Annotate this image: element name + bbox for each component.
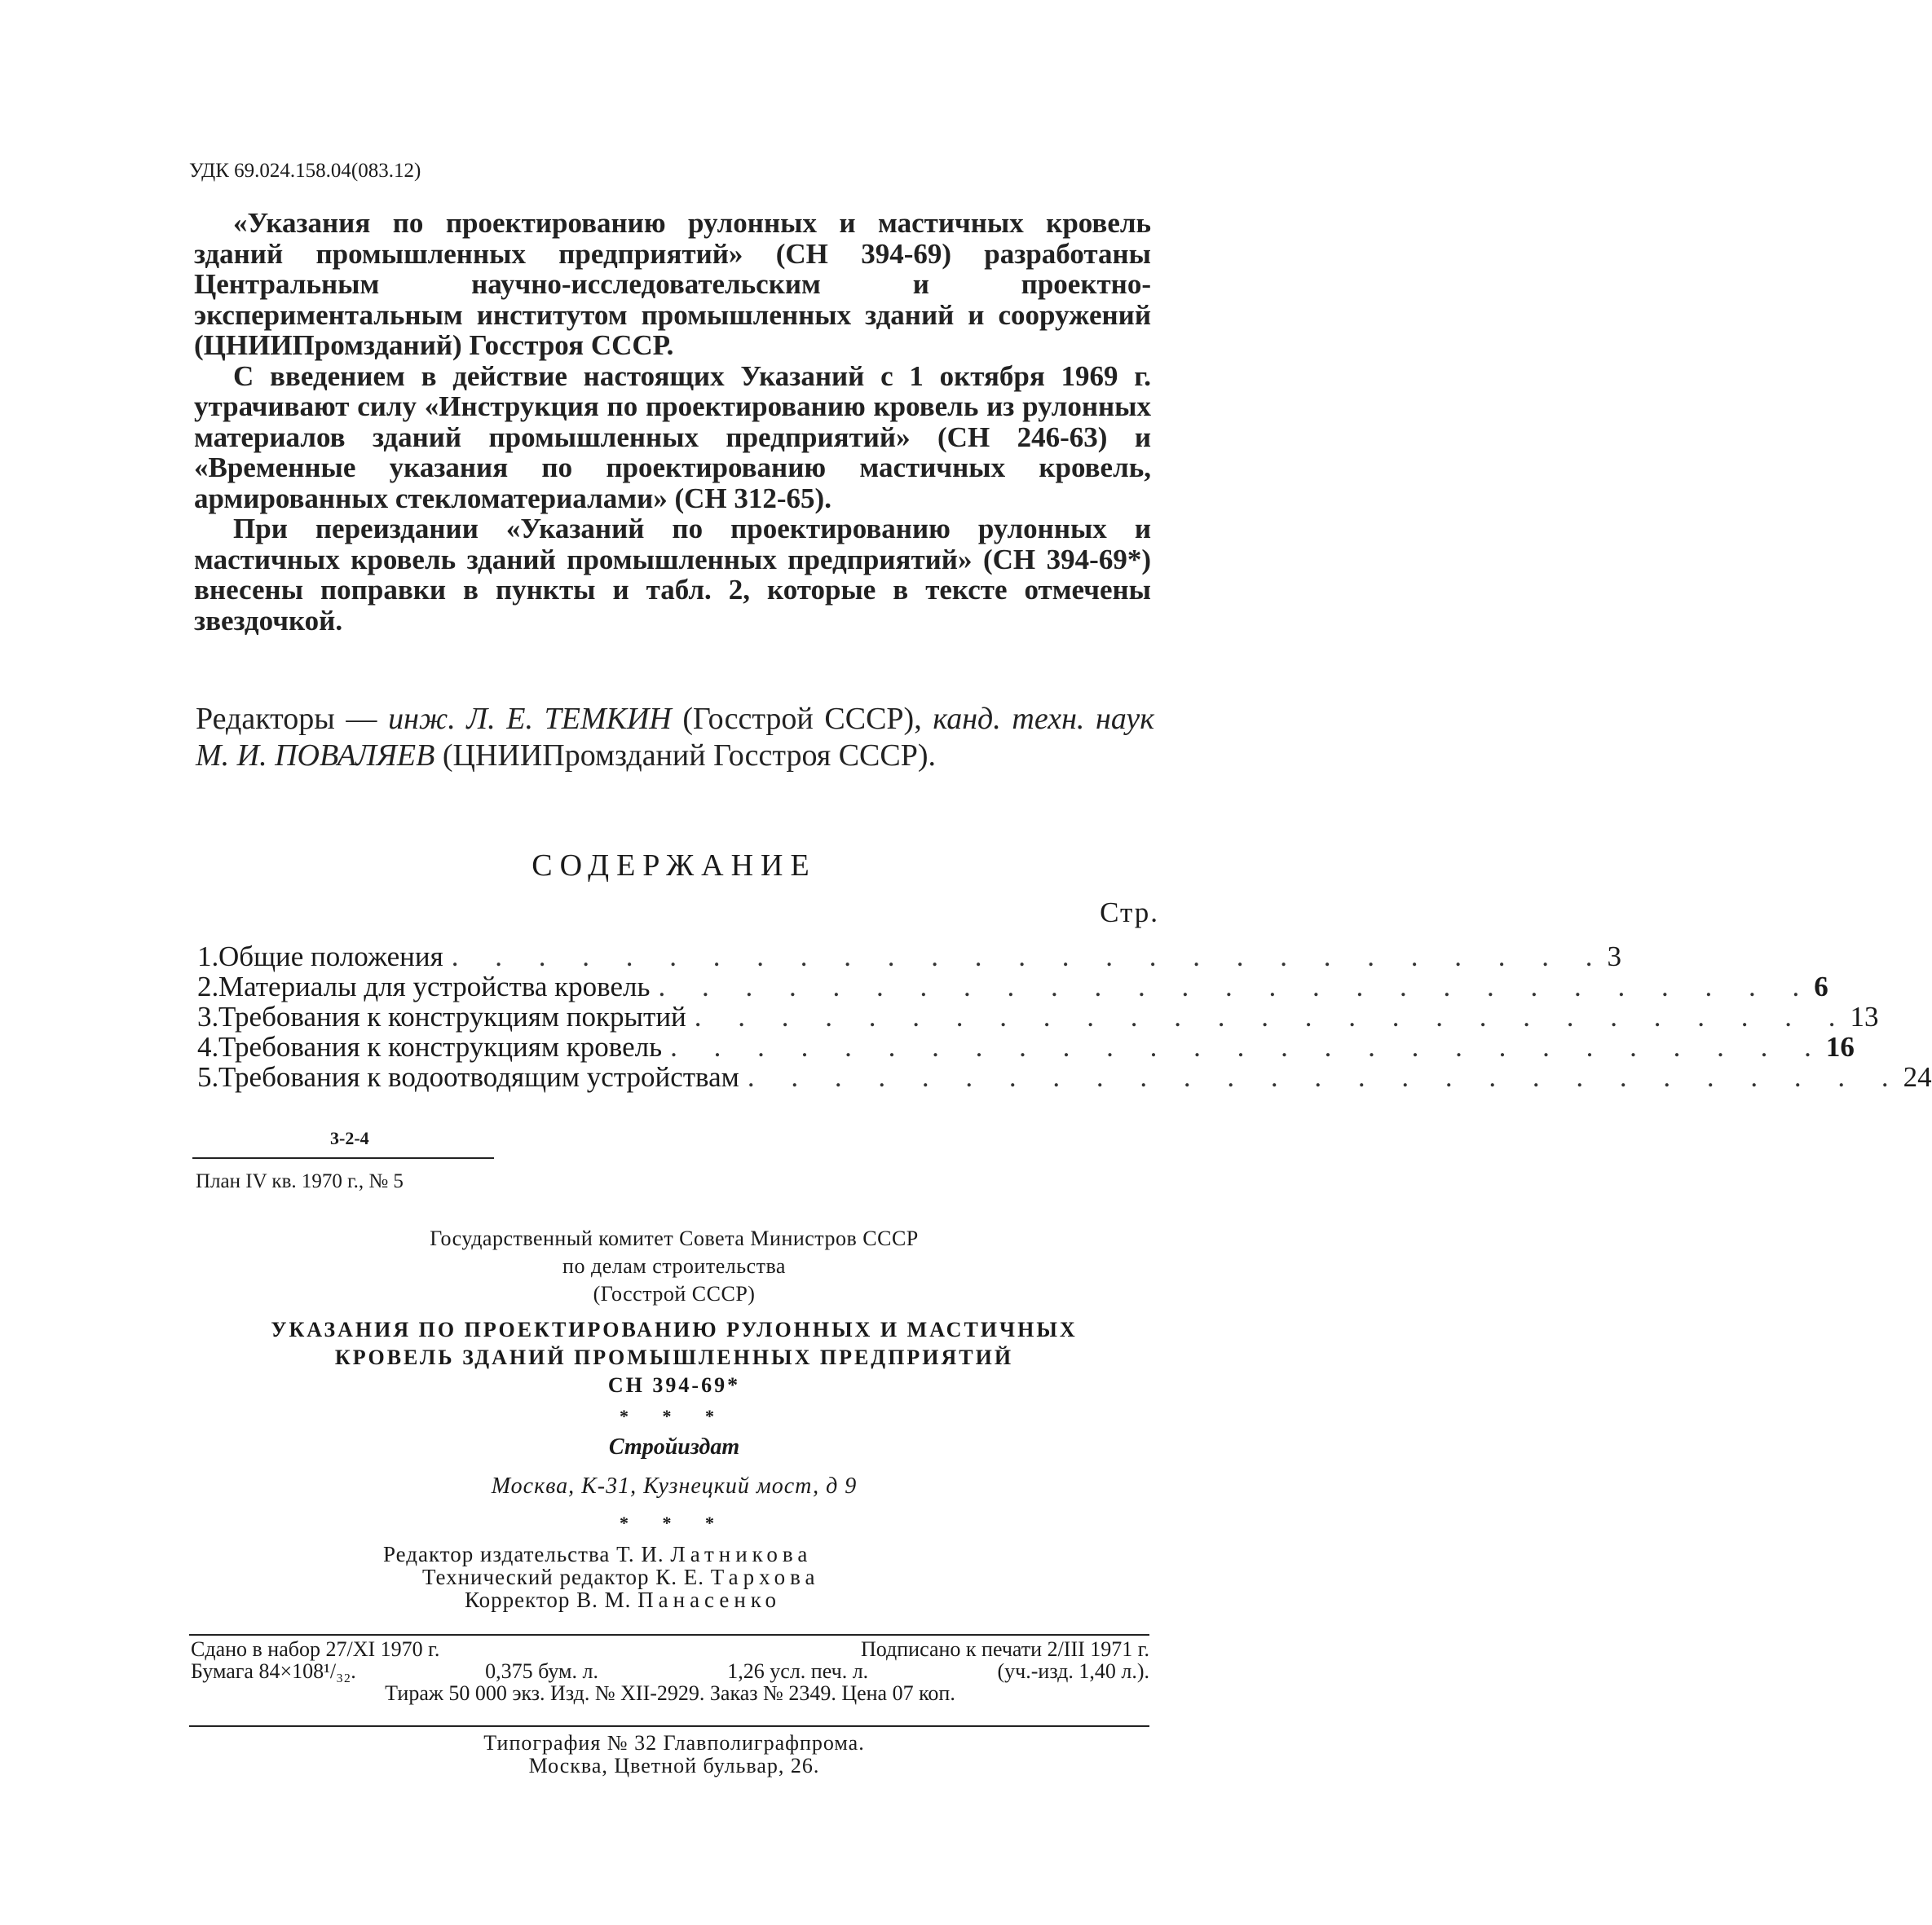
- printing-house: [0, 1732, 1348, 1777]
- editor-1-name: Л. Е. ТЕМКИН: [466, 702, 672, 736]
- editors-credit: [196, 701, 1154, 774]
- toc-item-title: Требования к водоотводящим устройствам: [218, 1061, 739, 1093]
- imprint-signed-to-print: Подписано к печати 2/III 1971 г.: [861, 1637, 1149, 1661]
- staff-initials: К. Е.: [655, 1565, 705, 1589]
- staff-initials: В. М.: [576, 1588, 632, 1612]
- toc-item: [197, 971, 1828, 1002]
- toc-item-page: 24: [1903, 1061, 1932, 1093]
- editor-2-name: М. И. ПОВАЛЯЕВ: [196, 738, 435, 773]
- imprint-edit-sheets: (уч.-изд. 1,40 л.).: [997, 1659, 1149, 1683]
- catalog-code: 3-2-4: [330, 1128, 369, 1148]
- toc-title: СОДЕРЖАНИЕ: [532, 848, 817, 883]
- editor-1-org: (Госстрой СССР),: [682, 702, 922, 736]
- toc-item-number: 3.: [197, 1001, 219, 1033]
- staff-line: [383, 1543, 819, 1566]
- toc-leader-dots: . . . . . . . . . . . . . . . . . . . . . . . . . . .: [747, 1061, 1903, 1093]
- staff-role: Технический редактор: [422, 1565, 650, 1589]
- toc-item-page: 16: [1825, 1031, 1855, 1063]
- imprint-sent-to-typeset: Сдано в набор 27/XI 1970 г.: [191, 1637, 440, 1661]
- intro-paragraph-2: С введением в действие настоящих Указаний с 1 октября 1969 г. утрачивают силу «Инструкция по проектированию кровель из рулонных материалов зданий промышленных предприятий» (СН 246-63) и «Временные указания по проектированию мастичных кровель, армированных стекломатериалами» (СН 312-65).: [194, 359, 1151, 514]
- toc-item-page: 13: [1850, 1001, 1879, 1033]
- toc-page-header: Стр.: [1100, 896, 1159, 928]
- imprint-line: [191, 1682, 1149, 1704]
- intro-text: [194, 208, 1151, 636]
- imprint-block: [191, 1638, 1149, 1704]
- committee-line-2: по делам строительства: [562, 1254, 786, 1278]
- editor-2-org: (ЦНИИПромзданий Госстроя СССР).: [442, 738, 937, 773]
- toc-item: [197, 1061, 1932, 1093]
- staff-line: [383, 1566, 819, 1588]
- toc-leader-dots: . . . . . . . . . . . . . . . . . . . . . . . . . . .: [451, 940, 1608, 972]
- separator-stars: * * *: [620, 1513, 729, 1533]
- book-title: [0, 1316, 1348, 1399]
- editors-label: Редакторы —: [196, 702, 377, 736]
- imprint-paper: Бумага 84×108¹/₃₂.: [191, 1659, 356, 1683]
- intro-paragraph-3: При переиздании «Указаний по проектированию рулонных и мастичных кровель зданий промышленных предприятий» (СН 394-69*) внесены поправки в пункты и табл. 2, которые в тексте отмечены звездочкой.: [194, 513, 1151, 637]
- committee-block: [0, 1225, 1348, 1308]
- toc-item: [197, 940, 1621, 972]
- imprint-sheets: 0,375 бум. л.: [485, 1659, 598, 1683]
- toc-item-title: Общие положения: [218, 940, 443, 972]
- udk-code: УДК 69.024.158.04(083.12): [189, 160, 421, 182]
- toc-item-number: 4.: [197, 1031, 219, 1063]
- toc-item-number: 1.: [197, 940, 219, 972]
- staff-name: Панасенко: [637, 1588, 782, 1612]
- toc-item-number: 5.: [197, 1061, 219, 1093]
- toc-leader-dots: . . . . . . . . . . . . . . . . . . . . . . . . . . .: [670, 1031, 1826, 1063]
- committee-line-3: (Госстрой СССР): [593, 1282, 756, 1306]
- separator-stars: * * *: [620, 1406, 729, 1426]
- toc-item-page: 3: [1607, 940, 1621, 972]
- toc-item-title: Материалы для устройства кровель: [218, 971, 651, 1002]
- book-title-line-2: КРОВЕЛЬ ЗДАНИЙ ПРОМЫШЛЕННЫХ ПРЕДПРИЯТИЙ: [334, 1346, 1014, 1369]
- toc-item-title: Требования к конструкциям покрытий: [218, 1001, 686, 1033]
- editor-1-role: инж.: [388, 702, 456, 736]
- toc-item-title: Требования к конструкциям кровель: [218, 1031, 663, 1063]
- toc-leader-dots: . . . . . . . . . . . . . . . . . . . . . . . . . . .: [658, 971, 1815, 1002]
- committee-line-1: Государственный комитет Совета Министров СССР: [430, 1227, 919, 1250]
- staff-line: [383, 1588, 819, 1611]
- imprint-run: Тираж 50 000 экз. Изд. № XII-2929. Заказ № 2349. Цена 07 коп.: [385, 1681, 955, 1705]
- staff-role: Корректор: [465, 1588, 571, 1612]
- toc-item-number: 2.: [197, 971, 219, 1002]
- toc-item: [197, 1031, 1855, 1063]
- publication-plan: План IV кв. 1970 г., № 5: [196, 1170, 404, 1192]
- table-of-contents: [197, 940, 1932, 1093]
- toc-item-page: 6: [1814, 971, 1828, 1002]
- imprint-print-sheets: 1,26 усл. печ. л.: [727, 1659, 869, 1683]
- staff-name: Латникова: [670, 1542, 813, 1566]
- publishing-staff: [383, 1543, 819, 1611]
- publisher-address: Москва, К-31, Кузнецкий мост, д 9: [491, 1473, 858, 1499]
- divider: [189, 1725, 1149, 1727]
- divider: [189, 1634, 1149, 1636]
- book-title-line-1: УКАЗАНИЯ ПО ПРОЕКТИРОВАНИЮ РУЛОННЫХ И МАСТИЧНЫХ: [271, 1318, 1078, 1341]
- toc-leader-dots: . . . . . . . . . . . . . . . . . . . . . . . . . . .: [694, 1001, 1850, 1033]
- printing-house-line-2: Москва, Цветной бульвар, 26.: [528, 1754, 820, 1777]
- toc-item: [197, 1001, 1879, 1033]
- book-code: СН 394-69*: [607, 1373, 741, 1397]
- printing-house-line-1: Типография № 32 Главполиграфпрома.: [483, 1731, 865, 1755]
- divider: [192, 1157, 494, 1159]
- imprint-line: [191, 1638, 1149, 1660]
- editor-2-role: канд. техн. наук: [933, 702, 1155, 736]
- staff-name: Тархова: [710, 1565, 820, 1589]
- staff-role: Редактор издательства: [383, 1542, 611, 1566]
- intro-paragraph-1: «Указания по проектированию рулонных и мастичных кровель зданий промышленных предприятий» (СН 394-69) разработаны Центральным научно-исследовательским и проектно-экспериментальным институтом промышленных зданий и сооружений (ЦНИИПромзданий) Госстроя СССР.: [194, 207, 1151, 361]
- publisher-name: Стройиздат: [608, 1434, 740, 1460]
- staff-initials: Т. И.: [616, 1542, 664, 1566]
- imprint-line: [191, 1660, 1149, 1682]
